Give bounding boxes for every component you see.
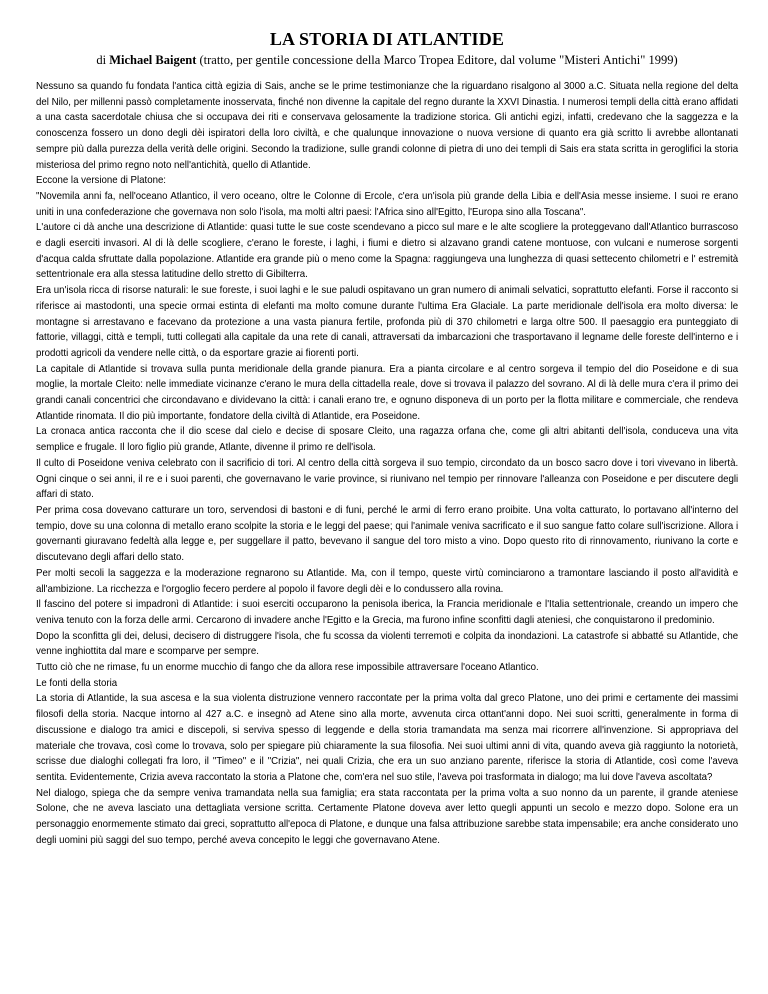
paragraph: La cronaca antica racconta che il dio scese dal cielo e decise di sposare Cleito, una ragazza orfana che, come gli altri abitanti dell'isola, conduceva una vita semplice e frugale. Il loro figlio più grande, Atlante, divenne il primo re dell'isola. [36,426,739,454]
section-heading: Le fonti della storia [36,677,118,689]
paragraph: "Novemila anni fa, nell'oceano Atlantico, il vero oceano, oltre le Colonne di Ercole, c'era un'isola più grande della Libia e dell'Asia messe insieme. I suoi re erano uniti in una confederazione che governava non solo l'isola, ma molti altri paesi: l'Africa sino all'Egitto, l'Europa sino alla Toscana". [36,190,739,218]
paragraph: Tutto ciò che ne rimase, fu un enorme mucchio di fango che da allora rese impossibile attraversare l'oceano Atlantico. [36,662,539,674]
document-page [36,28,738,848]
paragraph: La capitale di Atlantide si trovava sulla punta meridionale della grande pianura. Era a pianta circolare e al centro sorgeva il tempio del dio Poseidone e di sua moglie, la mortale Cleito: nelle immediate vicinanze c'erano le mura della cittadella reale, dove si trovava il palazzo del sovrano. Al di là delle mura c'era il primo dei grandi canali concentrici che circondavano e dividevano la città: i canali erano tre, e ognuno disponeva di un porto per la flotta militare e commerciale, che rendeva Atlantide rinomata. Il dio più importante, fondatore della civiltà di Atlantide, era Poseidone. [36,363,739,422]
paragraph: Eccone la versione di Platone: [36,175,167,187]
author-name: Michael Baigent [109,53,197,67]
page-title: LA STORIA DI ATLANTIDE [269,29,505,49]
subtitle-prefix: di [96,53,110,67]
paragraph: Il culto di Poseidone veniva celebrato con il sacrificio di tori. Al centro della città sorgeva il suo tempio, circondato da un bosco sacro dove i tori vivevano in libertà. Ogni cinque o sei anni, il re e i suoi parenti, che governavano le varie province, si riunivano nel tempio per rinnovare l'alleanza con Poseidone e per discutere degli affari di stato. [36,457,739,501]
page-subtitle [36,52,738,69]
paragraph: Nessuno sa quando fu fondata l'antica città egizia di Sais, anche se le prime testimonianze che la riguardano risalgono al 3000 a.C. Situata nella regione del delta del Nilo, per millenni passò completamente inosservata, finché non divenne la capitale del regno durante la XXVI Dinastia. I numerosi templi della città erano affidati a una casta sacerdotale chiusa che si occupava dei riti e conservava gelosamente la tradizione storica. Gli antichi egizi, infatti, credevano che la saggezza e la conoscenza fossero un dono degli dèi ispiratori della loro civiltà, e che qualunque innovazione o nuova versione di quanto era già scritto li avrebbe allontanati sempre più dalla purezza della verità delle origini. Secondo la tradizione, sulle grandi colonne di pietra di uno dei templi di Sais era stata scritta in geroglifici la storia misteriosa del primo regno noto nell'antichità, quello di Atlantide. [36,81,739,171]
paragraph: Nel dialogo, spiega che da sempre veniva tramandata nella sua famiglia; era stata raccontata per la prima volta a suo nonno da un parente, il grande ateniese Solone, che ne aveva lasciato una dettagliata versione scritta. Certamente Platone doveva aver letto quegli appunti un secolo e mezzo dopo. Solone era un personaggio enormemente stimato dai greci, soprattutto all'epoca di Platone, e dunque una falsa attribuzione sarebbe stata impensabile; era anche considerato uno degli uomini più saggi del suo tempo, perché aveva concepito le leggi che governavano Atene. [36,787,739,846]
paragraph: Per prima cosa dovevano catturare un toro, servendosi di bastoni e di funi, perché le armi di ferro erano proibite. Una volta catturato, lo portavano all'interno del tempio, dove su una colonna di metallo erano scolpite la storia e le leggi del paese; qui l'animale veniva sacrificato e il suo sangue fatto colare sull'iscrizione. Allora i governanti giuravano fedeltà alla legge e, per suggellare il patto, bevevano il sangue del toro misto a vino. Dopo questo rito di rinnovamento, riunivano la corte e discutevano degli affari dello stato. [36,504,739,564]
paragraph: Il fascino del potere si impadronì di Atlantide: i suoi eserciti occuparono la penisola iberica, la Francia meridionale e l'Italia settentrionale, creando un impero che veniva tenuto con la forza delle armi. Cercarono di invadere anche l'Egitto e la Grecia, ma furono infine sconfitti dagli ateniesi, che conquistarono il predominio. [36,599,739,626]
subtitle-source: (tratto, per gentile concessione della Marco Tropea Editore, dal volume "Misteri Antichi" 1999) [196,53,678,67]
paragraph: Dopo la sconfitta gli dei, delusi, decisero di distruggere l'isola, che fu scossa da violenti terremoti e colpita da inondazioni. La catastrofe si abbatté su Atlantide, che venne inghiottita dal mare e scomparve per sempre. [36,630,739,658]
paragraph: Per molti secoli la saggezza e la moderazione regnarono su Atlantide. Ma, con il tempo, queste virtù cominciarono a tramontare lasciando il posto all'avidità e all'ambizione. La ricchezza e l'orgoglio fecero perdere al popolo il favore degli dèi e lo condussero alla rovina. [36,567,739,595]
paragraph: Era un'isola ricca di risorse naturali: le sue foreste, i suoi laghi e le sue paludi ospitavano un gran numero di animali selvatici, soprattutto elefanti. Forse il racconto si riferisce ai mastodonti, una specie ormai estinta di elefanti ma molto comune durante l'ultima Era Glaciale. La parte meridionale dell'isola era molto diversa: le montagne si arrestavano e facevano da protezione a una vasta pianura fertile, profonda più di 370 chilometri e larga oltre 500. Il paesaggio era punteggiato di fattorie, villaggi, città e templi, tutti collegati alla capitale da una rete di canali, attraversati da imbarcazioni che trasportavano il legname delle foreste dell'interno e i prodotti agricoli da vendere nelle città, o da esportare grazie ai fiorenti porti. [36,285,739,359]
paragraph: L'autore ci dà anche una descrizione di Atlantide: quasi tutte le sue coste scendevano a picco sul mare e le alte scogliere la proteggevano dall'Atlantico burrascoso e dagli eserciti invasori. Al di là delle scogliere, c'erano le foreste, i laghi, i fiumi e dietro si alzavano grandi catene montuose, con vulcani e numerose sorgenti d'acqua calda sfruttate dalla popolazione. Atlantide era grande più o meno come la Spagna: raggiungeva una lunghezza di quasi settecento chilometri e l' estremità settentrionale era alla stessa latitudine dello stretto di Gibilterra. [36,222,739,281]
article-body [36,79,738,848]
paragraph: La storia di Atlantide, la sua ascesa e la sua violenta distruzione vennero raccontate per la prima volta dal greco Platone, uno dei primi e certamente dei massimi filosofi della storia. Nacque intorno al 427 a.C. e insegnò ad Atene sino alla morte, avvenuta circa ottant'anni dopo. Nei suoi scritti, generalmente in forma di discussione e dialogo tra amici e discepoli, si serviva spesso di leggende e della storia tramandata ma senza mai ricorrere all'invenzione. Si appropriava del materiale che trovava, così come lo trovava, solo per spiegare più chiaramente la sua filosofia. Nei suoi ultimi anni di vita, quando aveva già raggiunto la notorietà, scrisse due dialoghi collegati fra loro, il "Timeo" e il "Crizia", nei quali Crizia, che era un suo anziano parente, riferisce la storia di Atlantide, così come l'aveva sentita. Evidentemente, Crizia aveva raccontato la storia a Platone che, com'era nel suo stile, l'aveva poi trasformata in dialogo; ma lui dove l'aveva ascoltata? [36,693,739,783]
